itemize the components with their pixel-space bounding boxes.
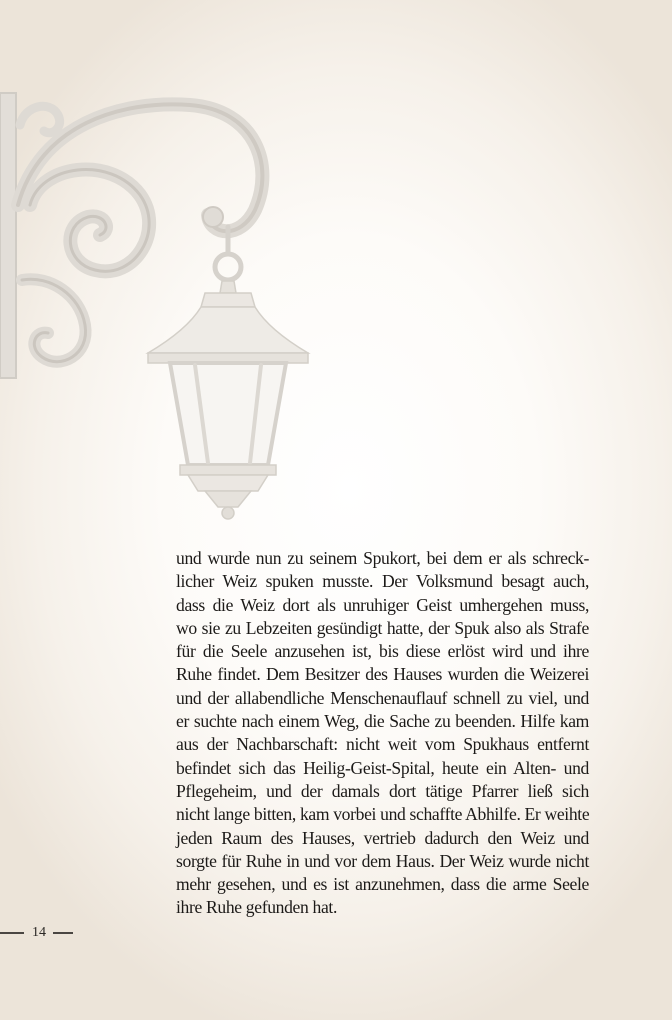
text-line: befindet sich das Heilig-Geist-Spital, heute ein Alten- und bbox=[176, 757, 589, 778]
text-line: für die Seele anzusehen ist, bis diese erlöst wird und ihre bbox=[176, 641, 589, 662]
page-number: 14 bbox=[32, 925, 46, 940]
text-line: und wurde nun zu seinem Spukort, bei dem er als schreck- bbox=[176, 548, 589, 568]
text-line: dass die Weiz dort als unruhiger Geist umhergehen muss, bbox=[176, 594, 589, 615]
text-line: Ruhe findet. Dem Besitzer des Hauses wurden die Weizerei bbox=[176, 664, 589, 685]
page-number-folio bbox=[0, 925, 73, 941]
text-line: ihre Ruhe gefunden hat. bbox=[176, 897, 337, 918]
text-line: mehr gesehen, und es ist anzunehmen, dass die arme Seele bbox=[176, 874, 589, 895]
text-line: licher Weiz spuken musste. Der Volksmund besagt auch, bbox=[176, 571, 589, 592]
text-line: aus der Nachbarschaft: nicht weit vom Spukhaus entfernt bbox=[176, 734, 589, 755]
folio-rule-left bbox=[0, 932, 24, 934]
text-line: Pflegeheim, und der damals dort tätige Pfarrer ließ sich bbox=[176, 780, 589, 801]
text-line: sorgte für Ruhe in und vor dem Haus. Der Weiz wurde nicht bbox=[176, 850, 589, 871]
text-line: und der allabendliche Menschenauflauf schnell zu viel, und bbox=[176, 687, 589, 708]
text-line: nicht lange bitten, kam vorbei und schaffte Abhilfe. Er weihte bbox=[176, 804, 590, 825]
text-line: wo sie zu Lebzeiten gesündigt hatte, der Spuk also als Strafe bbox=[176, 617, 589, 638]
lantern-bracket-illustration bbox=[0, 85, 320, 525]
text-line: er suchte nach einem Weg, die Sache zu beenden. Hilfe kam bbox=[176, 711, 589, 732]
text-line: jeden Raum des Hauses, vertrieb dadurch den Weiz und bbox=[176, 827, 589, 848]
body-text bbox=[176, 547, 589, 920]
folio-rule-right bbox=[53, 932, 73, 934]
